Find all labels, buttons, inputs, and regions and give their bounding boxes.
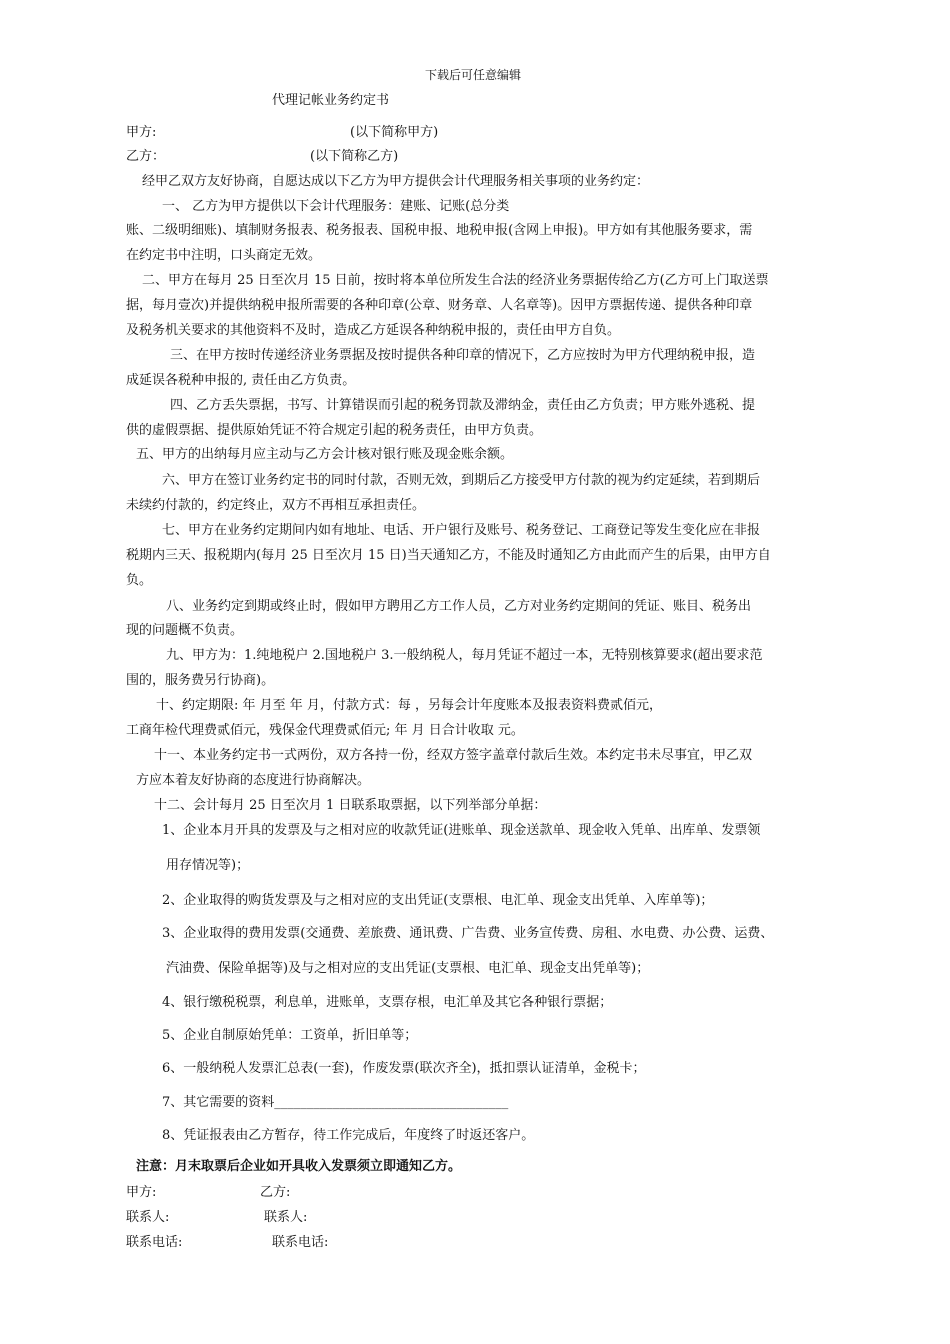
doc-item: 4、银行缴税税票，利息单，进账单，支票存根，电汇单及其它各种银行票据；: [162, 995, 613, 1010]
doc-item: 1、企业本月开具的发票及与之相对应的收款凭证(进账单、现金送款单、现金收入凭单、出库单、发票领: [162, 823, 761, 838]
body-line: 税期内三天、报税期内(每月 25 日至次月 15 日)当天通知乙方，不能及时通知乙方由此而产生的后果，由甲方自: [126, 548, 771, 563]
body-line: 围的，服务费另行协商)。: [126, 673, 275, 688]
body-line: 七、甲方在业务约定期间内如有地址、电话、开户银行及账号、税务登记、工商登记等发生变化应在非报: [162, 523, 761, 538]
body-line: 经甲乙双方友好协商，自愿达成以下乙方为甲方提供会计代理服务相关事项的业务约定：: [142, 174, 650, 189]
doc-item: 8、凭证报表由乙方暂存，待工作完成后，年度终了时返还客户。: [162, 1128, 535, 1143]
doc-item: 3、企业取得的费用发票(交通费、差旅费、通讯费、广告费、业务宣传费、房租、水电费、办公费、运费、: [162, 926, 774, 941]
sign-party-b: 乙方:: [260, 1185, 291, 1200]
body-line: 未续约付款的，约定终止，双方不再相互承担责任。: [126, 498, 426, 513]
body-line: 五、甲方的出纳每月应主动与乙方会计核对银行账及现金账余额。: [136, 447, 514, 462]
body-line: 九、甲方为：1.纯地税户 2.国地税户 3.一般纳税人，每月凭证不超过一本，无特别核算要求(超出要求范: [166, 648, 763, 663]
body-line: 八、业务约定到期或终止时，假如甲方聘用乙方工作人员，乙方对业务约定期间的凭证、账目、税务出: [166, 599, 752, 614]
body-line: 在约定书中注明，口头商定无效。: [126, 248, 322, 263]
body-line: 工商年检代理费贰佰元，残保金代理费贰佰元; 年 月 日合计收取 元。: [126, 723, 524, 738]
body-line: 成延误各税种申报的, 责任由乙方负责。: [126, 373, 356, 388]
body-line: 十、约定期限: 年 月至 年 月，付款方式：每 ，另每会计年度账本及报表资料费贰佰元，: [156, 698, 663, 713]
party-b-label: 乙方：: [126, 149, 166, 164]
doc-item: 汽油费、保险单据等)及与之相对应的支出凭证(支票根、电汇单、现金支出凭单等)；: [166, 961, 650, 976]
party-a-label: 甲方:: [126, 125, 157, 140]
doc-item: 2、企业取得的购货发票及与之相对应的支出凭证(支票根、电汇单、现金支出凭单、入库单等)；: [162, 893, 714, 908]
phone-b: 联系电话:: [272, 1235, 329, 1250]
contact-a: 联系人:: [126, 1210, 170, 1225]
body-line: 方应本着友好协商的态度进行协商解决。: [136, 773, 371, 788]
doc-item: 用存情况等)；: [166, 858, 250, 873]
body-line: 现的问题概不负责。: [126, 623, 244, 638]
body-line: 十一、本业务约定书一式两份，双方各持一份，经双方签字盖章付款后生效。本约定书未尽事宜，甲乙双: [154, 748, 753, 763]
body-line: 三、在甲方按时传递经济业务票据及按时提供各种印章的情况下，乙方应按时为甲方代理纳税申报，造: [170, 348, 756, 363]
doc-item: 6、一般纳税人发票汇总表(一套)，作废发票(联次齐全)，抵扣票认证清单，金税卡；: [162, 1061, 646, 1076]
body-line: 二、甲方在每月 25 日至次月 15 日前，按时将本单位所发生合法的经济业务票据传给乙方(乙方可上门取送票: [142, 273, 769, 288]
party-a-alias: (以下简称甲方): [350, 125, 439, 140]
header-note: 下载后可任意编辑: [425, 68, 522, 82]
notice-text: 注意：月末取票后企业如开具收入发票须立即通知乙方。: [136, 1159, 462, 1174]
phone-a: 联系电话:: [126, 1235, 183, 1250]
doc-item: 7、其它需要的资料____________________________________: [162, 1095, 509, 1110]
body-line: 四、乙方丢失票据，书写、计算错误而引起的税务罚款及滞纳金，责任由乙方负责；甲方账外逃税、提: [170, 398, 756, 413]
body-line: 账、二级明细账)、填制财务报表、税务报表、国税申报、地税申报(含网上申报)。甲方如有其他服务要求，需: [126, 223, 753, 238]
body-line: 六、甲方在签订业务约定书的同时付款，否则无效，到期后乙方接受甲方付款的视为约定延续，若到期后: [162, 473, 761, 488]
contact-b: 联系人:: [264, 1210, 308, 1225]
body-line: 供的虚假票据、提供原始凭证不符合规定引起的税务责任，由甲方负责。: [126, 423, 543, 438]
doc-item: 5、企业自制原始凭单：工资单，折旧单等；: [162, 1028, 418, 1043]
page-title: 代理记帐业务约定书: [272, 93, 390, 108]
party-b-alias: (以下简称乙方): [310, 149, 399, 164]
body-line: 据，每月壹次)并提供纳税申报所需要的各种印章(公章、财务章、人名章等)。因甲方票据传递、提供各种印章: [126, 298, 753, 313]
body-line: 十二、会计每月 25 日至次月 1 日联系取票据，以下列举部分单据：: [154, 798, 547, 813]
body-line: 一、 乙方为甲方提供以下会计代理服务：建账、记账(总分类: [162, 199, 510, 214]
body-line: 负。: [126, 573, 153, 588]
sign-party-a: 甲方:: [126, 1185, 157, 1200]
body-line: 及税务机关要求的其他资料不及时，造成乙方延误各种纳税申报的，责任由甲方自负。: [126, 323, 621, 338]
